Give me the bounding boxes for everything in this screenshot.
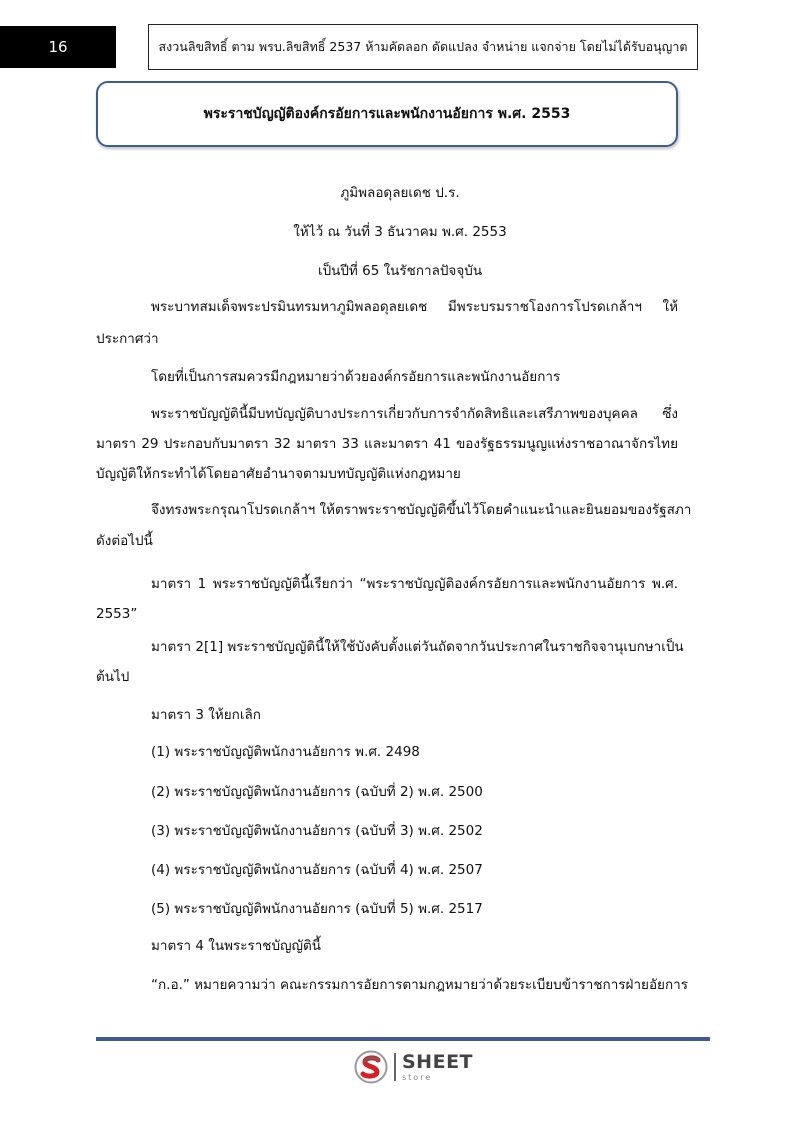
para3-line2: มาตรา 29 ประกอบกับมาตรา 32 มาตรา 33 และมาตรา 41 ของรัฐธรรมนูญแห่งราชอาณาจักรไทย [96,436,678,452]
section3-item: (4) พระราชบัญญัติพนักงานอัยการ (ฉบับที่ 4) พ.ศ. 2507 [151,862,483,878]
section3-item: (1) พระราชบัญญัติพนักงานอัยการ พ.ศ. 2498 [151,744,420,760]
footer-rule [96,1037,710,1041]
preamble-reign: เป็นปีที่ 65 ในรัชกาลปัจจุบัน [317,263,483,279]
sheet-store-logo [354,1050,473,1084]
para1-line2: ประกาศว่า [96,331,159,347]
section1-line1: มาตรา 1 พระราชบัญญัตินี้เรียกว่า “พระราชบัญญัติองค์กรอัยการและพนักงานอัยการ พ.ศ. [151,576,678,592]
para4-line2: ดังต่อไปนี้ [96,533,153,549]
preamble-date: ให้ไว้ ณ วันที่ 3 ธันวาคม พ.ศ. 2553 [293,224,507,240]
page-number: 16 [0,26,116,68]
section2-line2: ต้นไป [96,669,130,685]
section2-line1: มาตรา 2[1] พระราชบัญญัตินี้ให้ใช้บังคับตั้งแต่วันถัดจากวันประกาศในราชกิจจานุเบกษาเป็น [151,639,684,655]
document-title: พระราชบัญญัติองค์กรอัยการและพนักงานอัยการ พ.ศ. 2553 [203,106,571,122]
section3-item: (5) พระราชบัญญัติพนักงานอัยการ (ฉบับที่ 5) พ.ศ. 2517 [151,901,483,917]
para3-line1: พระราชบัญญัตินี้มีบทบัญญัติบางประการเกี่ยวกับการจำกัดสิทธิและเสรีภาพของบุคคล ซึ่ง [151,406,678,422]
logo-title: SHEET [402,1050,474,1073]
para2: โดยที่เป็นการสมควรมีกฎหมายว่าด้วยองค์กรอัยการและพนักงานอัยการ [151,369,561,385]
section4-heading: มาตรา 4 ในพระราชบัญญัตินี้ [151,938,322,954]
section3-item: (3) พระราชบัญญัติพนักงานอัยการ (ฉบับที่ 3) พ.ศ. 2502 [151,823,483,839]
document-title-box [96,81,678,147]
section3-heading: มาตรา 3 ให้ยกเลิก [151,707,261,723]
section1-line2: 2553” [96,606,138,622]
section3-item: (2) พระราชบัญญัติพนักงานอัยการ (ฉบับที่ 2) พ.ศ. 2500 [151,784,483,800]
sheet-store-s-icon [354,1050,388,1084]
copyright-notice: สงวนลิขสิทธิ์ ตาม พรบ.ลิขสิทธิ์ 2537 ห้ามคัดลอก ดัดแปลง จำหน่าย แจกจ่าย โดยไม่ได้รับอนุญาต [148,24,698,70]
logo-divider [394,1053,396,1081]
para4-line1: จึงทรงพระกรุณาโปรดเกล้าฯ ให้ตราพระราชบัญญัติขึ้นไว้โดยคำแนะนำและยินยอมของรัฐสภา [151,502,692,518]
section4-definition: “ก.อ.” หมายความว่า คณะกรรมการอัยการตามกฎหมายว่าด้วยระเบียบข้าราชการฝ่ายอัยการ [151,977,688,993]
preamble-king: ภูมิพลอดุลยเดช ป.ร. [340,185,460,201]
para1-line1: พระบาทสมเด็จพระปรมินทรมหาภูมิพลอดุลยเดช มีพระบรมราชโองการโปรดเกล้าฯ ให้ [151,299,678,315]
logo-subtitle: store [402,1072,433,1082]
para3-line3: บัญญัติให้กระทำได้โดยอาศัยอำนาจตามบทบัญญัติแห่งกฎหมาย [96,466,461,482]
